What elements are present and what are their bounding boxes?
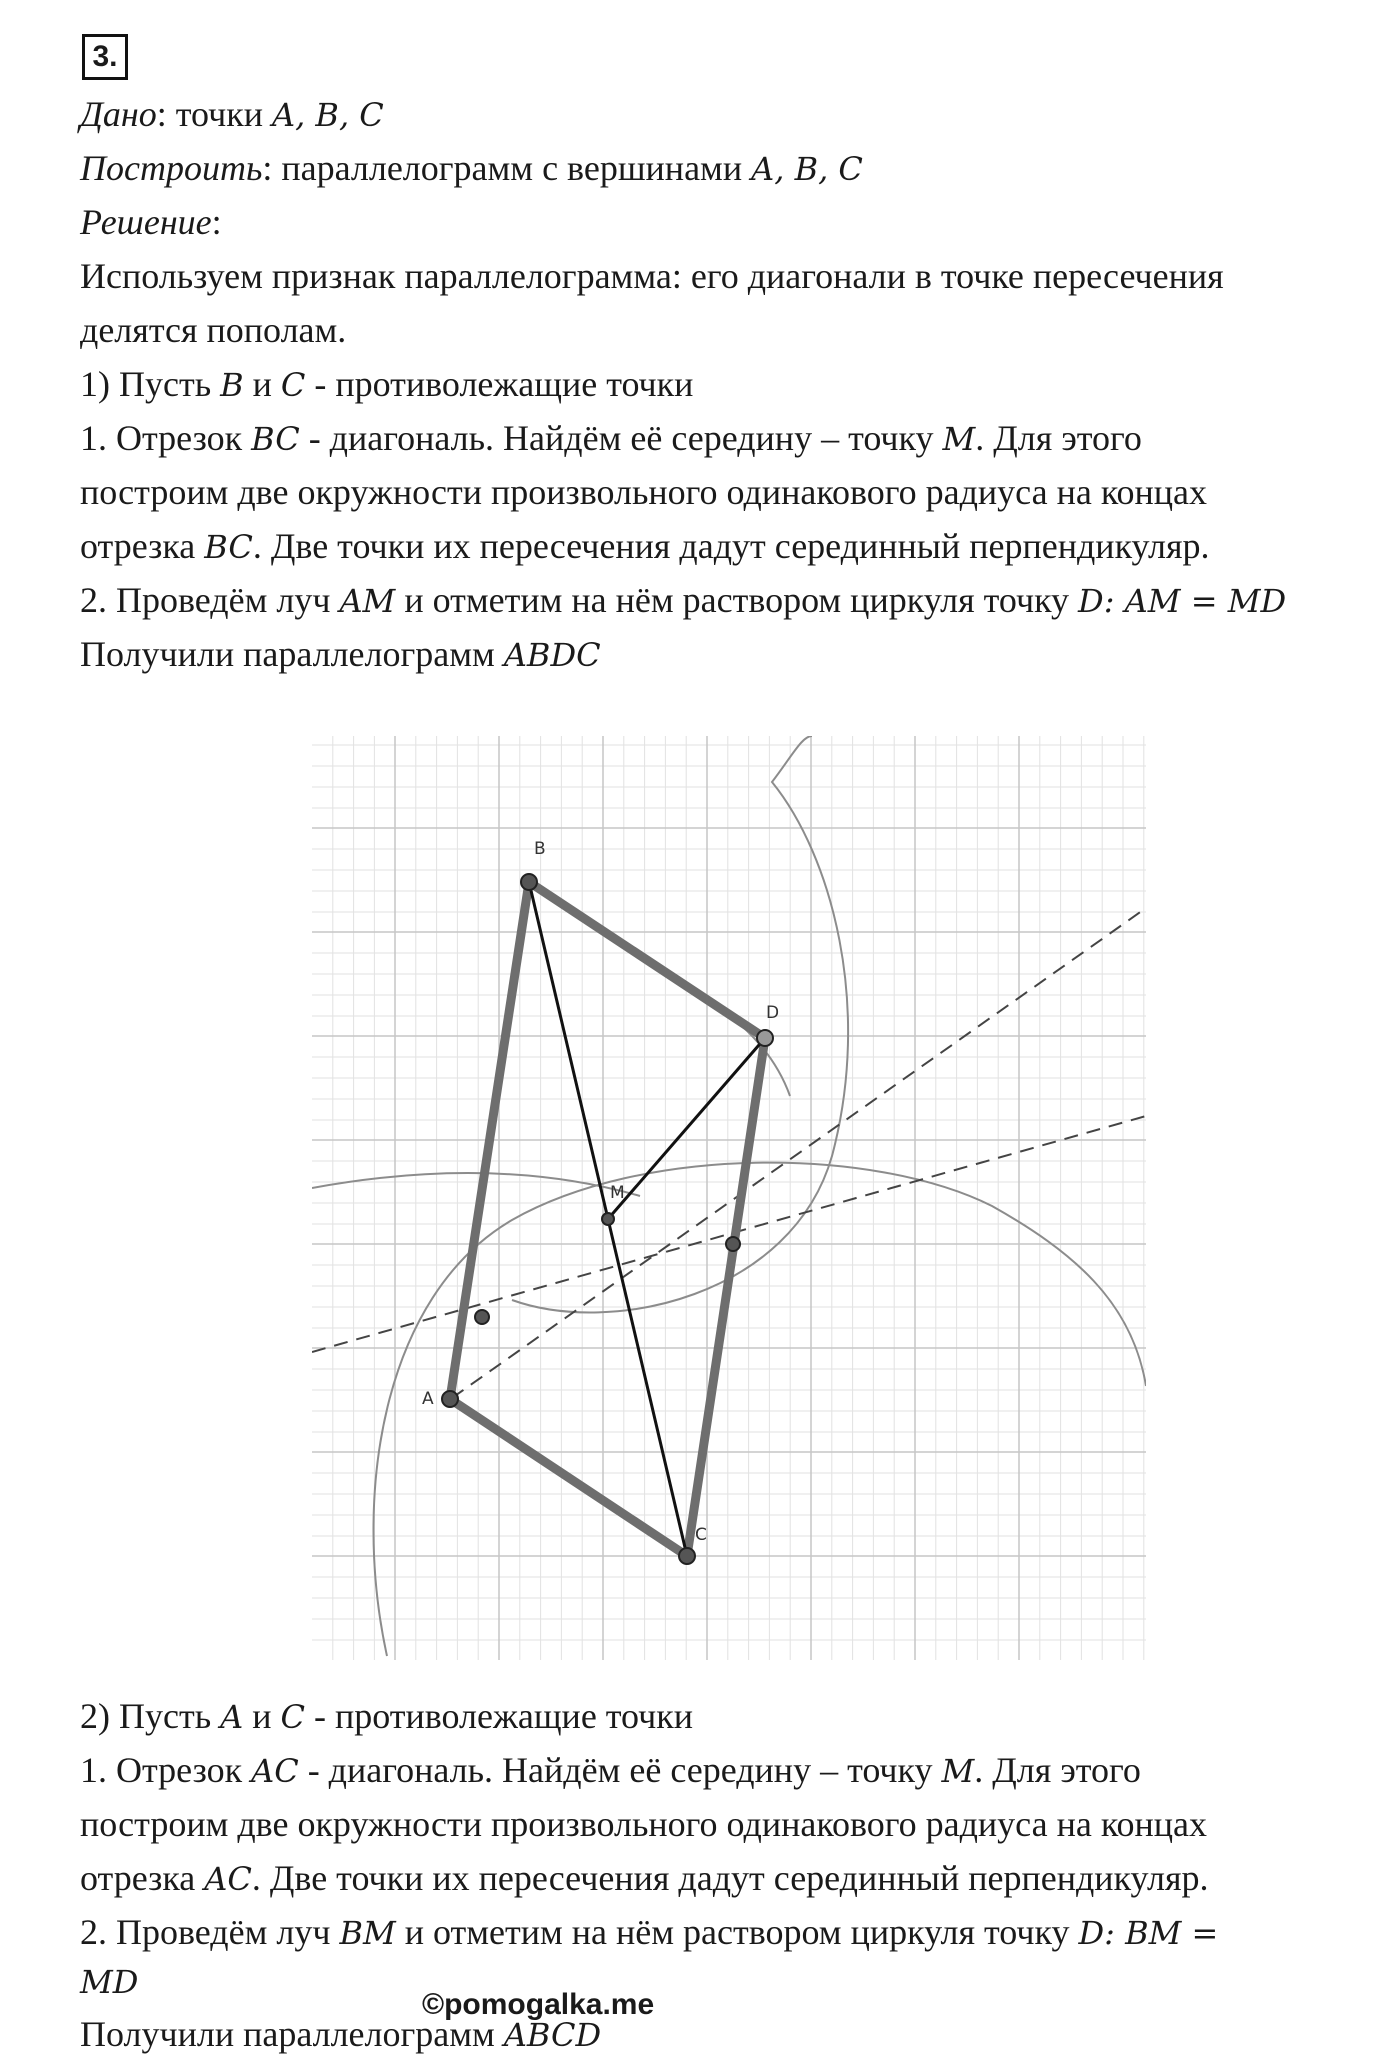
point-a — [442, 1391, 458, 1407]
grid — [312, 736, 1146, 1660]
solution-colon: : — [211, 202, 222, 242]
math: AM — [339, 582, 396, 620]
point-d — [757, 1030, 773, 1046]
solution-label-line — [80, 200, 222, 244]
intro-line-2: делятся пополам. — [80, 310, 347, 350]
construct-label: Построить — [80, 148, 263, 188]
construct-line — [80, 146, 863, 191]
point-b — [521, 874, 537, 890]
text: - противолежащие точки — [305, 364, 694, 404]
problem-number-box: 3. — [82, 34, 128, 80]
text: и отметим на нём раствором циркуля точку — [395, 1912, 1079, 1952]
math: AC — [251, 1752, 299, 1790]
given-line — [80, 92, 384, 137]
perpendicular-bisector-bc — [312, 1116, 1146, 1352]
text: 2. Проведём луч — [80, 1912, 340, 1952]
math: ABCD — [503, 2016, 602, 2054]
math: D: BM = — [1078, 1914, 1219, 1952]
text: . Две точки их пересечения дадут серединный перпендикуляр. — [251, 1858, 1209, 1898]
construction-arcs — [312, 736, 1146, 1656]
point-m — [602, 1213, 614, 1225]
dashed-lines — [312, 908, 1146, 1398]
text: Получили параллелограмм — [80, 634, 504, 674]
side-ca — [450, 1399, 687, 1556]
math: BC — [204, 528, 253, 566]
circle-arc-c-outer — [373, 1163, 1146, 1656]
math: M — [941, 1752, 975, 1790]
text: - противолежащие точки — [304, 1696, 693, 1736]
text: 2. Проведём луч — [80, 580, 340, 620]
math: BC — [251, 420, 300, 458]
case2-header — [80, 1694, 693, 1739]
case1-step1-line1 — [80, 416, 1142, 461]
text: . Для этого — [975, 418, 1142, 458]
solution-label: Решение — [80, 202, 212, 242]
text: Получили параллелограмм — [80, 2014, 504, 2054]
label-c: C — [695, 1525, 707, 1545]
given-label: Дано — [80, 94, 157, 134]
text: 2) Пусть — [80, 1696, 221, 1736]
text: - диагональ. Найдём её середину – точку — [298, 1750, 942, 1790]
text: - диагональ. Найдём её середину – точку — [299, 418, 943, 458]
label-a: A — [422, 1389, 434, 1409]
label-m: M — [610, 1183, 625, 1203]
case1-header — [80, 362, 693, 407]
math: BM — [339, 1914, 396, 1952]
construction-figure — [312, 736, 1146, 1660]
side-bd — [529, 882, 765, 1038]
label-b: B — [534, 839, 546, 859]
case2-step1-line3 — [80, 1856, 1209, 1901]
intersection-point-1 — [475, 1310, 489, 1324]
watermark: ©pomogalka.me — [422, 1988, 655, 2021]
text: и отметим на нём раствором циркуля точку — [395, 580, 1079, 620]
math: B — [220, 366, 244, 404]
text: 1. Отрезок — [80, 1750, 252, 1790]
intersection-point-2 — [726, 1237, 740, 1251]
case2-step1-line2: построим две окружности произвольного одинакового радиуса на концах — [80, 1804, 1207, 1844]
case1-step1-line2: построим две окружности произвольного одинакового радиуса на концах — [80, 472, 1207, 512]
text: отрезка — [80, 1858, 205, 1898]
math: M — [942, 420, 976, 458]
label-d: D — [766, 1003, 780, 1023]
point-c — [679, 1548, 695, 1564]
case1-step1-line3 — [80, 524, 1210, 569]
text: 1. Отрезок — [80, 418, 252, 458]
case1-step2 — [80, 578, 1286, 623]
case2-step2-line1 — [80, 1910, 1218, 1955]
case1-result — [80, 632, 601, 677]
math: ABDC — [503, 636, 601, 674]
text: отрезка — [80, 526, 205, 566]
construct-math: A, B, C — [751, 150, 863, 188]
text: . Две точки их пересечения дадут серединный перпендикуляр. — [252, 526, 1210, 566]
math: D: AM = MD — [1078, 582, 1287, 620]
circle-around-c — [312, 1173, 640, 1196]
ray-am-extended — [452, 908, 1146, 1398]
given-text: : точки — [156, 94, 272, 134]
diagonals — [529, 882, 765, 1556]
construct-text: : параллелограмм с вершинами — [262, 148, 752, 188]
text: . Для этого — [974, 1750, 1141, 1790]
case2-step2-line2: MD — [80, 1963, 139, 2001]
math: C — [280, 366, 306, 404]
case2-result — [80, 2012, 601, 2057]
text: и — [243, 364, 281, 404]
text: и — [243, 1696, 281, 1736]
points — [442, 874, 773, 1564]
given-math: A, B, C — [271, 96, 384, 134]
math: C — [280, 1698, 305, 1736]
case2-step1-line1 — [80, 1748, 1141, 1793]
math: A — [220, 1698, 244, 1736]
math: AC — [204, 1860, 252, 1898]
text: 1) Пусть — [80, 364, 221, 404]
intro-line-1: Используем признак параллелограмма: его диагонали в точке пересечения — [80, 256, 1224, 296]
